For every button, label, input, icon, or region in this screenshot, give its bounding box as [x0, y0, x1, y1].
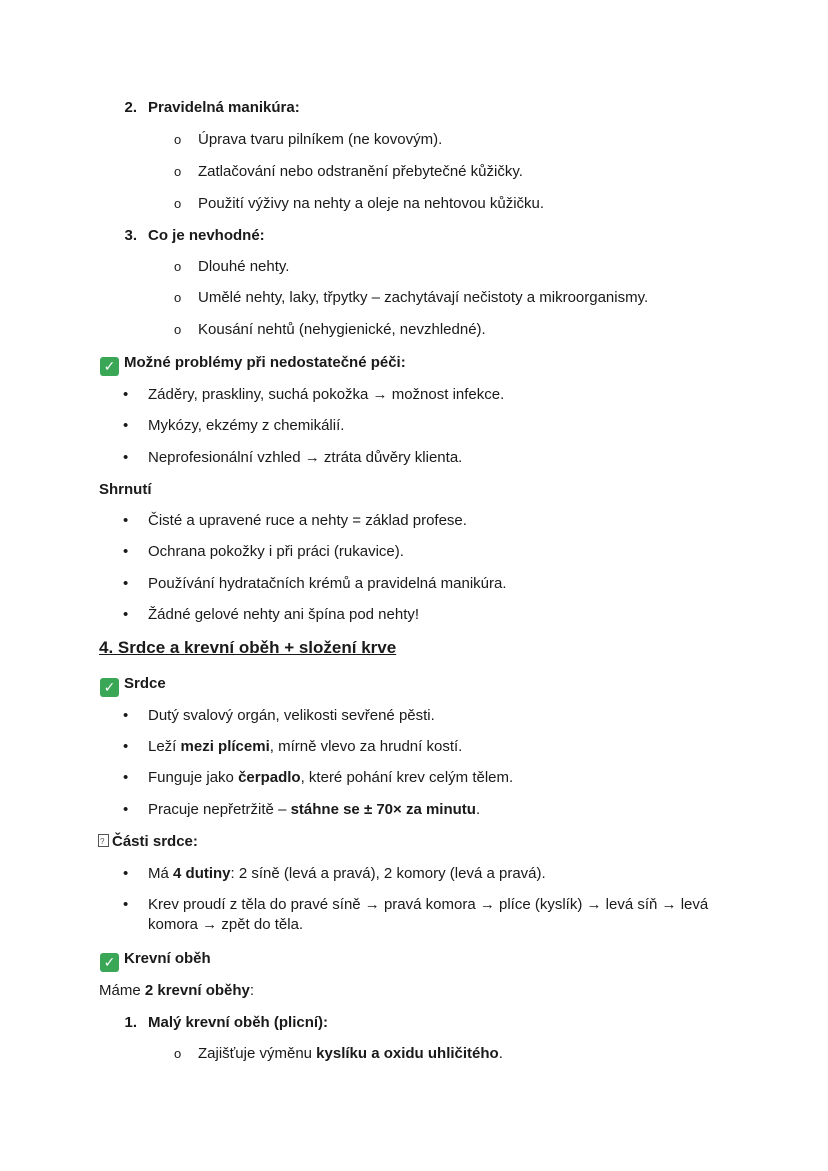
heart-title: Srdce — [124, 675, 166, 692]
bullet-icon: • — [123, 543, 129, 560]
small-circulation-title: Malý krevní oběh (plicní): — [148, 1014, 329, 1031]
circulation-heading — [100, 949, 211, 972]
heart-parts-title: Části srdce: — [112, 833, 198, 850]
missing-glyph-icon — [98, 834, 109, 847]
bullet-icon: • — [123, 801, 129, 818]
list-number: 2. — [124, 99, 137, 116]
problems-title: Možné problémy při nedostatečné péči: — [124, 354, 406, 371]
list-number: 1. — [124, 1014, 137, 1031]
circle-bullet-icon: o — [174, 290, 182, 305]
bullet-icon: • — [123, 386, 129, 403]
bullet-icon: • — [123, 769, 129, 786]
check-icon: ✓ — [100, 953, 119, 972]
manicure-title: Pravidelná manikúra: — [148, 99, 300, 116]
inappropriate-title: Co je nevhodné: — [148, 227, 265, 244]
summary-title: Shrnutí — [99, 481, 152, 498]
bullet-icon: • — [123, 512, 129, 529]
document-page: 2. Pravidelná manikúra: o Úprava tvaru pilníkem (ne kovovým). o Zatlačování nebo odstranění přebytečné kůžičky. o Použití výživy na nehty a oleje na nehtovou kůžičku. 3. Co je nevhodné: o Dlouhé nehty. o Umělé nehty, laky, třpytky – zachytávají nečistoty a mikroorganismy. o Kousání nehtů (nehygienické, nevzhledné). ✓ Možné problémy při nedostatečné péči: • Záděry, praskliny, suchá pokožka → možnost infekce. • Mykózy, ekzémy z chemikálií. • Neprofesionální vzhled → ztráta důvěry klienta. Shrnutí • Čisté a upravené ruce a nehty = základ profese. • Ochrana pokožky i při práci (rukavice). • Používání hydratačních krémů a pravidelná manikúra. • Žádné gelové nehty ani špína pod nehty! 4. Srdce a krevní oběh + složení krve ✓ Srdce • Dutý svalový orgán, velikosti sevřené pěsti. • Leží mezi plícemi, mírně vlevo za hrudní kostí. • Funguje jako čerpadlo, které pohání krev celým tělem. • Pracuje nepřetržitě – stáhne se ± 70× za minutu. ?Části srdce: • Má 4 dutiny: 2 síně (levá a pravá), 2 komory (levá a pravá). • Krev proudí z těla do pravé síně → pravá komora → plíce (kyslík) → levá síň → levá komora → zpět do těla. ✓ Krevní oběh Máme 2 krevní oběhy: 1. Malý krevní oběh (plicní): o Zajišťuje výměnu kyslíku a oxidu uhličitého. — [0, 0, 828, 1171]
circulation-title: Krevní oběh — [124, 950, 211, 967]
circulation-intro: Máme 2 krevní oběhy: — [99, 982, 255, 999]
heart-heading — [100, 674, 166, 697]
bullet-icon: • — [123, 865, 129, 882]
check-icon: ✓ — [100, 678, 119, 697]
bullet-icon: • — [123, 449, 129, 466]
circle-bullet-icon: o — [174, 164, 182, 179]
bullet-icon: • — [123, 606, 129, 623]
bullet-icon: • — [123, 575, 129, 592]
section-heading: 4. Srdce a krevní oběh + složení krve — [99, 638, 397, 657]
circle-bullet-icon: o — [174, 1046, 182, 1061]
circle-bullet-icon: o — [174, 322, 182, 337]
bullet-icon: • — [123, 896, 129, 913]
bullet-icon: • — [123, 738, 129, 755]
list-number: 3. — [124, 227, 137, 244]
bullet-icon: • — [123, 707, 129, 724]
circle-bullet-icon: o — [174, 196, 182, 211]
problems-heading — [100, 353, 406, 376]
heart-parts-heading — [98, 832, 198, 852]
bullet-icon: • — [123, 417, 129, 434]
check-icon: ✓ — [100, 357, 119, 376]
circle-bullet-icon: o — [174, 259, 182, 274]
circle-bullet-icon: o — [174, 132, 182, 147]
